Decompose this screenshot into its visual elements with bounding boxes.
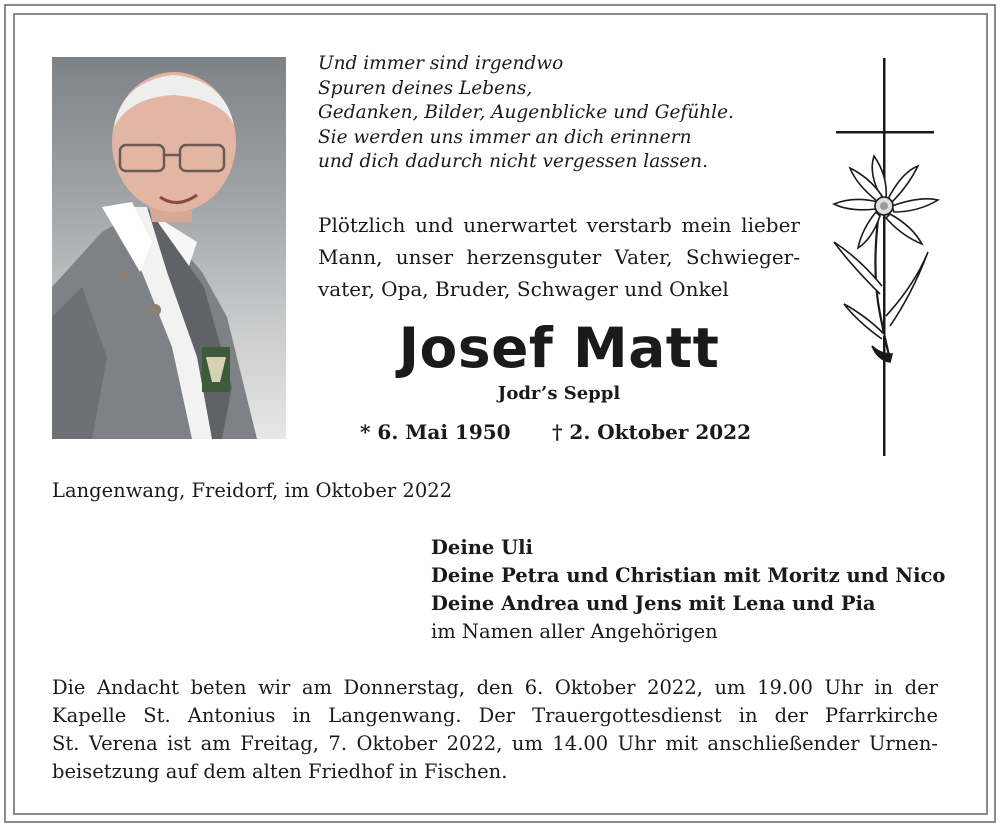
signatory-line: Deine Uli xyxy=(431,536,533,559)
notice-line: Kapelle St. Antonius in Langenwang. Der Trauergottesdienst in der Pfarrkirche xyxy=(52,704,938,727)
portrait-illustration xyxy=(52,57,286,439)
cross-icon xyxy=(820,54,950,459)
place-date: Langenwang, Freidorf, im Oktober 2022 xyxy=(52,479,453,502)
signatory-closing: im Namen aller Angehörigen xyxy=(431,620,718,643)
announcement-line: vater, Opa, Bruder, Schwager und Onkel xyxy=(318,277,729,301)
portrait-photo xyxy=(52,57,286,439)
notice-line: St. Verena ist am Freitag, 7. Oktober 2022, um 14.00 Uhr mit anschließender Urnen- xyxy=(52,732,938,755)
death-date: † 2. Oktober 2022 xyxy=(552,420,751,444)
notice-line: Die Andacht beten wir am Donnerstag, den 6. Oktober 2022, um 19.00 Uhr in der xyxy=(52,676,938,699)
deceased-nickname: Jodr’s Seppl xyxy=(497,383,621,404)
poem-line: Sie werden uns immer an dich erinnern xyxy=(318,126,692,148)
life-dates xyxy=(360,418,780,446)
edelweiss-icon xyxy=(834,156,938,362)
poem-line: Gedanken, Bilder, Augenblicke und Gefühle. xyxy=(318,102,734,123)
funeral-notice xyxy=(52,674,938,786)
poem-line: Spuren deines Lebens, xyxy=(318,77,533,99)
poem xyxy=(318,52,788,175)
birth-date: * 6. Mai 1950 xyxy=(360,420,511,444)
signatory-line: Deine Petra und Christian mit Moritz und Nico xyxy=(431,564,946,587)
poem-line: Und immer sind irgendwo xyxy=(318,53,564,74)
signatories xyxy=(431,534,945,646)
poem-line: und dich dadurch nicht vergessen lassen. xyxy=(318,151,708,172)
notice-line: beisetzung auf dem alten Friedhof in Fischen. xyxy=(52,760,508,783)
signatory-line: Deine Andrea und Jens mit Lena und Pia xyxy=(431,592,876,615)
announcement-text xyxy=(318,209,800,305)
announcement-line: Mann, unser herzensguter Vater, Schwieger- xyxy=(318,245,800,269)
deceased-name: Josef Matt xyxy=(398,316,720,380)
announcement-line: Plötzlich und unerwartet verstarb mein lieber xyxy=(318,213,800,237)
